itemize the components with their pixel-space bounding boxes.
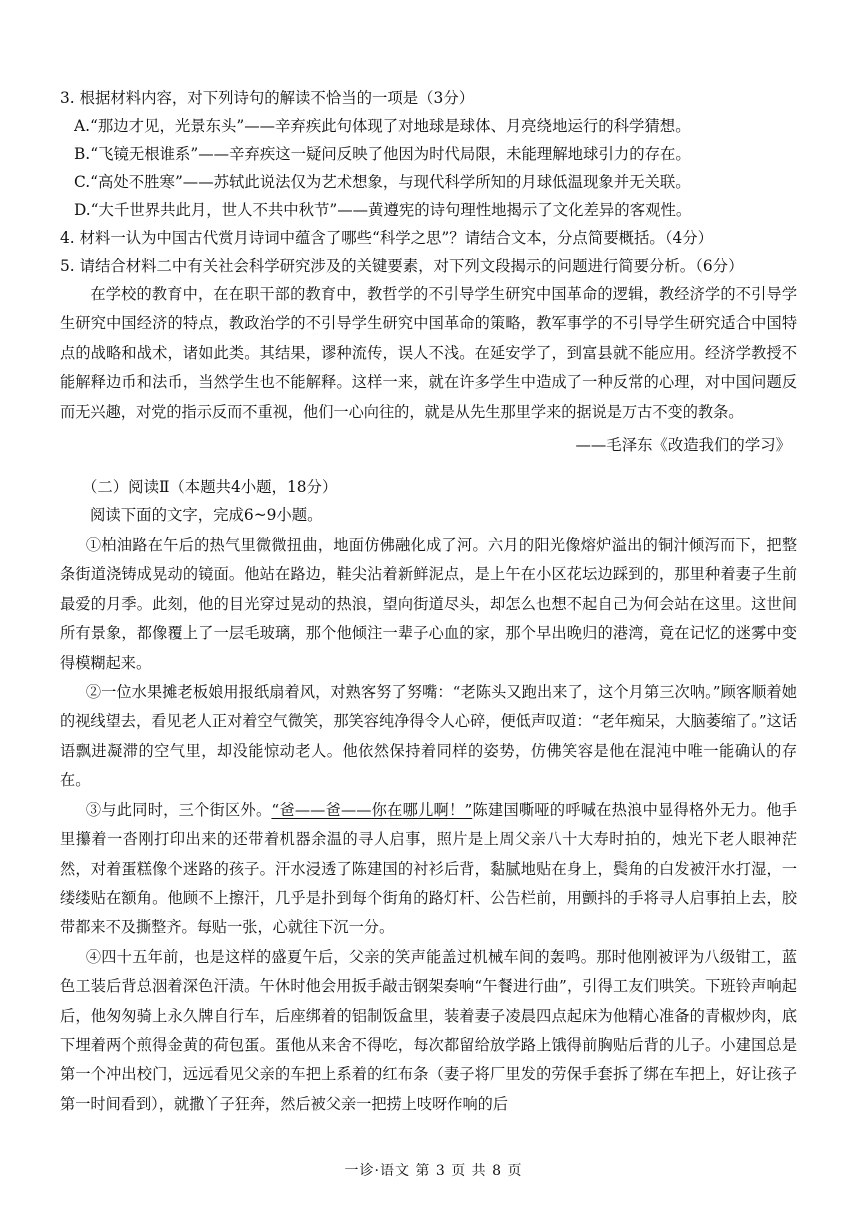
question-3-option-b: B.“飞镜无根谁系”——辛弃疾这一疑问反映了他因为时代局限，未能理解地球引力的存在。 xyxy=(74,145,691,163)
story-paragraph-3 xyxy=(60,796,797,943)
question-3-option-c: C.“高处不胜寒”——苏轼此说法仅为艺术想象，与现代科学所知的月球低温现象并无关联。 xyxy=(74,173,691,191)
story-paragraph-1: ①柏油路在午后的热气里微微扭曲，地面仿佛融化成了河。六月的阳光像熔炉溢出的铜汁倾泻而下，把整条街道浇铸成晃动的镜面。他站在路边，鞋尖沾着新鲜泥点，是上午在小区花坛边踩到的，那里种着妻子生前最爱的月季。此刻，他的目光穿过晃动的热浪，望向街道尽头，却怎么也想不起自己为何会站在这里。这世间所有景象，都像覆上了一层毛玻璃，那个他倾注一辈子心血的家，那个早出晚归的港湾，竟在记忆的迷雾中变得模糊起来。 xyxy=(60,536,797,672)
story-paragraph-4: ④四十五年前，也是这样的盛夏午后，父亲的笑声能盖过机械车间的轰鸣。那时他刚被评为八级钳工，蓝色工装后背总洇着深色汗渍。午休时他会用扳手敲击钢架奏响“午餐进行曲”，引得工友们哄笑。下班铃声响起后，他匆匆骑上永久牌自行车，后座绑着的铝制饭盒里，装着妻子凌晨四点起床为他精心准备的青椒炒肉，底下埋着两个煎得金黄的荷包蛋。蛋他从来舍不得吃，每次都留给放学路上饿得前胸贴后背的儿子。小建国总是第一个冲出校门，远远看见父亲的车把上系着的红布条（妻子将厂里发的劳保手套拆了绑在车把上，好让孩子第一时间看到），就撒丫子狂奔，然后被父亲一把捞上吱呀作响的后 xyxy=(60,947,797,1113)
story-paragraph-3-lead: ③与此同时，三个街区外。 xyxy=(85,800,272,819)
section-instruction: 阅读下面的文字，完成6~9小题。 xyxy=(90,506,323,525)
page-footer: 一诊·语文 第 3 页 共 8 页 xyxy=(344,1163,523,1179)
quote-source: ——毛泽东《改造我们的学习》 xyxy=(575,436,791,455)
story-text xyxy=(60,531,797,1119)
quote-text: 在学校的教育中，在在职干部的教育中，教哲学的不引导学生研究中国革命的逻辑，教经济学的不引导学生研究中国经济的特点，教政治学的不引导学生研究中国革命的策略，教军事学的不引导学生研究适合中国特点的战略和战术，诸如此类。其结果，谬种流传，误人不浅。在延安学了，到富县就不能应用。经济学教授不能解释边币和法币，当然学生也不能解释。这样一来，就在许多学生中造成了一种反常的心理，对中国问题反而无兴趣，对党的指示反而不重视，他们一心向往的，就是从先生那里学来的据说是万古不变的教条。 xyxy=(60,285,797,421)
question-4: 4. 材料一认为中国古代赏月诗词中蕴含了哪些“科学之思”？请结合文本，分点简要概括。（4分） xyxy=(60,229,714,247)
question-3-option-d: D.“大千世界共此月，世人不共中秋节”——黄遵宪的诗句理性地揭示了文化差异的客观性。 xyxy=(74,201,692,219)
question-3-option-a: A.“那边才见，光景东头”——辛弃疾此句体现了对地球是球体、月亮绕地运行的科学猜想。 xyxy=(74,117,691,135)
section-title: （二）阅读Ⅱ（本题共4小题，18分） xyxy=(82,478,338,497)
question-5: 5. 请结合材料二中有关社会科学研究涉及的关键要素，对下列文段揭示的问题进行简要分析。（6分） xyxy=(60,257,744,275)
story-paragraph-3-rest: 陈建国嘶哑的呼喊在热浪中显得格外无力。他手里攥着一沓刚打印出来的还带着机器余温的寻人启事，照片是上周父亲八十大寿时拍的，烛光下老人眼神茫然，对着蛋糕像个迷路的孩子。汗水浸透了陈建国的衬衫后背，黏腻地贴在身上，鬓角的白发被汗水打湿，一缕缕贴在额角。他顾不上擦汗，几乎是扑到每个街角的路灯杆、公告栏前，用颤抖的手将寻人启事拍上去，胶带都来不及撕整齐。每贴一张，心就往下沉一分。 xyxy=(60,800,798,937)
quoted-passage xyxy=(60,280,797,459)
underlined-shout: “爸——爸——你在哪儿啊！” xyxy=(271,800,473,819)
question-3-stem: 3. 根据材料内容，对下列诗句的解读不恰当的一项是（3分） xyxy=(60,89,475,107)
story-paragraph-2: ②一位水果摊老板娘用报纸扇着风，对熟客努了努嘴：“老陈头又跑出来了，这个月第三次呐。”顾客顺着她的视线望去，看见老人正对着空气微笑，那笑容纯净得令人心碎，便低声叹道：“老年痴呆，大脑萎缩了。”这话语飘进凝滞的空气里，却没能惊动老人。他依然保持着同样的姿势，仿佛笑容是他在混沌中唯一能确认的存在。 xyxy=(60,683,797,790)
